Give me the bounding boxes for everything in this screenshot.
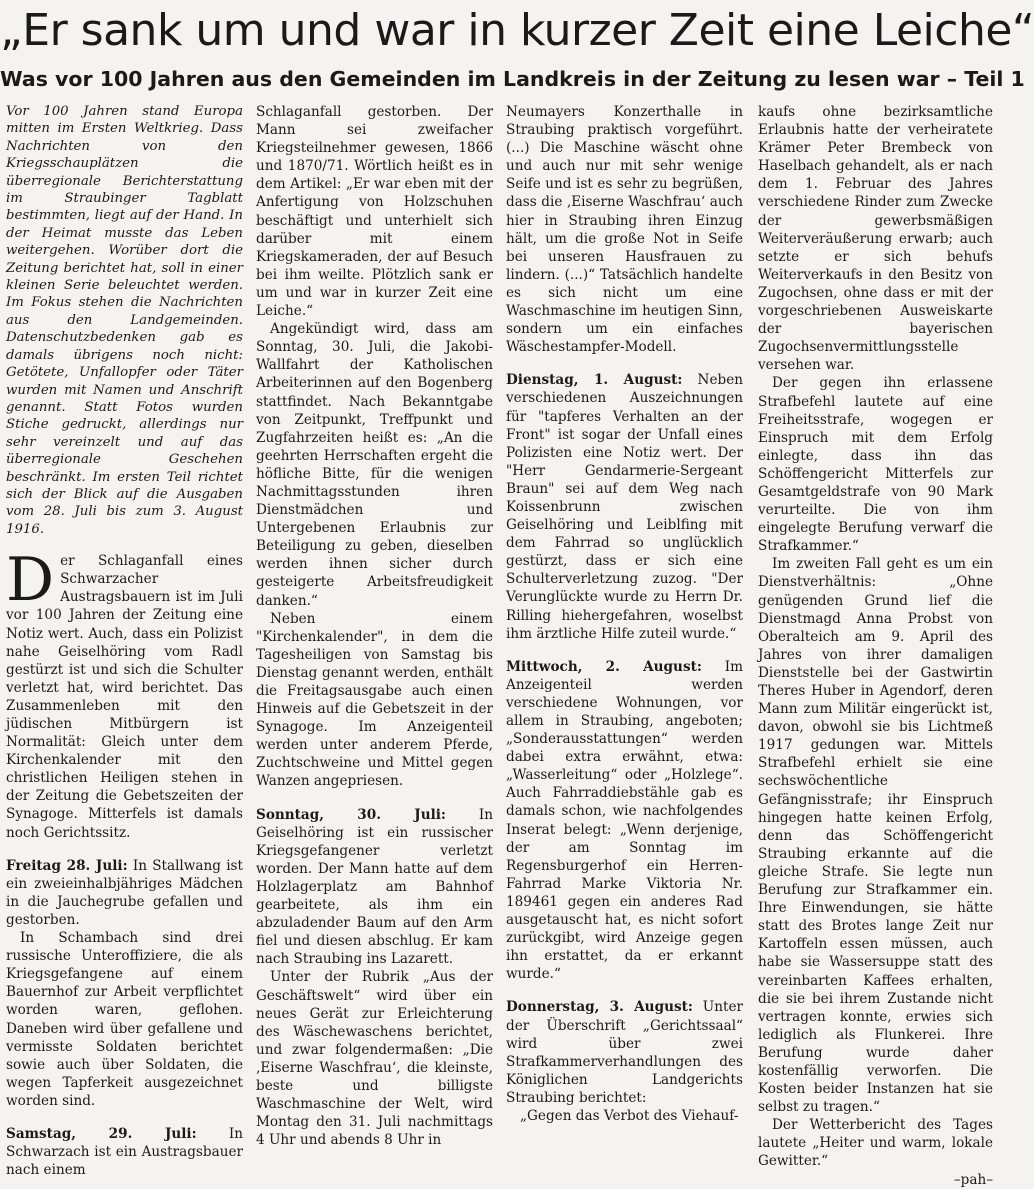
date-heading-saturday: Samstag, 29. Juli:: [6, 1125, 197, 1142]
friday-text: In Stallwang ist ein zweieinhalbjähriges Mädchen in die Jauchegrube gefallen und gestorben.: [6, 857, 243, 928]
saturday-paragraph-3: Neben einem "Kirchenkalender", in dem die Tagesheiligen von Samstag bis Dienstag genannt werden, enthält die Freitagsausgabe auch einen Hinweis auf die Gebetszeit in der Synagoge. Im Anzeigenteil werden unter anderem Pferde, Zuchtschweine und Mittel gegen Wanzen angepriesen.: [256, 610, 493, 790]
column-1: [6, 103, 243, 1179]
saturday-text: In Schwarzach ist ein Austragsbauer nach einem: [6, 1125, 243, 1179]
date-heading-sunday: Sonntag, 30. Juli:: [256, 806, 446, 823]
date-heading-friday: Freitag 28. Juli:: [6, 857, 128, 874]
sunday-paragraph-2: Unter der Rubrik „Aus der Geschäftswelt“ wird über ein neues Gerät zur Erleichterung des Wäschewaschens berichtet, und zwar folgendermaßen: „Die ‚Eiserne Waschfrau‘, die kleinste, beste und billigste Waschmaschine der Welt, wird Montag den 31. Juli nachmittags 4 Uhr und abends 8 Uhr in: [256, 969, 493, 1149]
tuesday-paragraph: [506, 371, 743, 642]
lead-text: er Schlaganfall eines Schwarzacher Austragsbauern ist im Juli vor 100 Jahren der Zeitung eine Notiz wert. Auch, dass ein Polizist nahe Geiselhöring vom Radl gestürzt ist und sich die Schulter verletzt hat, wird berichtet. Das Zusammenleben mit den jüdischen Mitbürgern ist Normalität: Gleich unter dem Kirchenkalender mit den christlichen Heiligen stehen in der Zeitung die Gebetszeiten der Synagoge. Mitterfels ist damals noch Gerichtssitz.: [6, 553, 243, 841]
column-4: [758, 103, 993, 1188]
sunday-paragraph: [256, 806, 493, 969]
thursday-paragraph-2: „Gegen das Verbot des Viehauf-: [520, 1107, 739, 1124]
saturday-paragraph: [6, 1125, 243, 1179]
saturday-paragraph-cont: Schlaganfall gestorben. Der Mann sei zweifacher Kriegsteilnehmer gewesen, 1866 und 1870/71. Wörtlich heißt es in dem Artikel: „Er war eben mit der Anfertigung von Holzschuhen beschäftigt und unterhielt sich darüber mit einem Kriegskameraden, der auf Besuch bei ihm weilte. Plötzlich sank er um und war in kurzer Zeit eine Leiche.“: [256, 104, 493, 320]
column-2: [256, 103, 493, 1149]
thursday-paragraph-4: Im zweiten Fall geht es um ein Dienstverhältnis: „Ohne genügenden Grund lief die Dienstmagd Anna Probst von Oberalteich am 9. April des Jahres von ihrer damaligen Dienststelle bei der Gastwirtin Theres Huber in Agendorf, deren Mann zum Militär eingerückt ist, davon, obwohl sie bis Lichtmeß 1917 gedungen war. Mittels Strafbefehl erhielt sie eine sechswöchentliche Gefängnisstrafe; ihr Einspruch hingegen hatte keinen Erfolg, denn das Schöffengericht Straubing erkannte auf die gleiche Strafe. Sie legte nun Berufung zur Strafkammer ein. Ihre Einwendungen, sie hätte statt des Brotes lange Zeit nur Kartoffeln essen müssen, auch habe sie Wassersuppe statt des vereinbarten Kaffees erhalten, die sie bei ihrem Zustande nicht vertragen konnte, erwies sich lediglich als Flunkerei. Ihre Berufung wurde daher kostenfällig verworfen. Die Kosten beider Instanzen hat sie selbst zu tragen.“: [758, 556, 993, 1116]
subheadline: Was vor 100 Jahren aus den Gemeinden im Landkreis in der Zeitung zu lesen war – Teil 1: [0, 67, 1025, 91]
thursday-text: Unter der Überschrift „Gerichtssaal“ wird über zwei Strafkammerverhandlungen des Königlichen Landgerichts Straubing berichtet:: [506, 999, 743, 1106]
intro-text: [6, 103, 243, 538]
thursday-paragraph: [506, 998, 743, 1107]
thursday-paragraph-cont: kaufs ohne bezirksamtliche Erlaubnis hatte der verheiratete Krämer Peter Brembeck von Haselbach gehandelt, als er nach dem 1. Februar des Jahres verschiedene Rinder zum Zwecke der gewerbsmäßigen Weiterveräußerung erwarb; auch setzte er sich behufs Weiterverkaufs in den Besitz von Zugochsen, ohne dass er mit der vorgeschriebenen Ausweiskarte der bayerischen Zugochsenvermittlungsstelle versehen war.: [758, 104, 993, 374]
wednesday-text: Im Anzeigenteil werden verschiedene Wohnungen, vor allem in Straubing, angeboten; „Sonderausstattungen“ werden dabei extra erwähnt, etwa: „Wasserleitung“ oder „Holzlege“. Auch Fahrraddiebstähle gab es damals schon, wie nachfolgendes Inserat belegt: „Wenn derjenige, der am Sonntag im Regensburgerhof ein Herren-Fahrrad Marke Viktoria Nr. 189461 gegen ein anderes Rad ausgetauscht hat, es nicht sofort zurückgibt, wird Anzeige gegen ihn erstattet, da er erkannt wurde.“: [506, 658, 743, 983]
tuesday-text: Neben verschiedenen Auszeichnungen für "tapferes Verhalten an der Front" ist sogar der Unfall eines Polizisten eine Notiz wert. Der "Herr Gendarmerie-Sergeant Braun" sei auf dem Weg nach Koissenbrunn zwischen Geiselhöring und Leiblfing mit dem Fahrrad so unglücklich gestürzt, dass er sich eine Schulterverletzung zuzog. "Der Verunglückte wurde zu Herrn Dr. Rilling hiehergefahren, woselbst ihm ärztliche Hilfe zuteil wurde.“: [506, 372, 743, 642]
intro-paragraph: Vor 100 Jahren stand Europa mitten im Ersten Weltkrieg. Dass Nachrichten von den Kriegsschauplätzen die überregionale Berichterstattung im Straubinger Tagblatt bestimmten, liegt auf der Hand. In der Heimat musste das Leben weitergehen. Worüber dort die Zeitung berichtet hat, soll in einer kleinen Serie beleuchtet werden. Im Fokus stehen die Nachrichten aus den Landgemeinden. Datenschutzbedenken gab es damals übrigens noch nicht: Getötete, Unfallopfer oder Täter wurden mit Namen und Anschrift genannt. Statt Fotos wurden Stiche gedruckt, allerdings nur sehr vereinzelt und auf das überregionale Geschehen beschränkt. Im ersten Teil richtet sich der Blick auf die Ausgaben vom 28. Juli bis zum 3. August 1916.: [6, 104, 243, 537]
friday-paragraph-2: In Schambach sind drei russische Unteroffiziere, die als Kriegsgefangene auf einem Bauernhof zur Arbeit verpflichtet worden waren, geflohen. Daneben wird über gefallene und vermisste Soldaten berichtet sowie auch über Soldaten, die wegen Tapferkeit ausgezeichnet worden sind.: [6, 930, 243, 1109]
sunday-paragraph-cont: Neumayers Konzerthalle in Straubing praktisch vorgeführt. (...) Die Maschine wäscht ohne und auch nur mit sehr wenige Seife und ist es sehr zu begrüßen, dass die ‚Eiserne Waschfrau‘ auch hier in Straubing ihren Einzug hält, um die große Not in Seife bei unseren Hausfrauen zu lindern. (...)“ Tatsächlich handelte es sich nicht um eine Waschmaschine im heutigen Sinn, sondern um ein einfaches Wäschestampfer-Modell.: [506, 104, 743, 356]
column-3: [506, 103, 743, 1124]
friday-paragraph: [6, 857, 243, 929]
date-heading-thursday: Donnerstag, 3. August:: [506, 999, 693, 1016]
headline: „Er sank um und war in kurzer Zeit eine Leiche“: [0, 5, 1034, 56]
wednesday-paragraph: [506, 658, 743, 984]
weather-paragraph: Der Wetterbericht des Tages lautete „Heiter und warm, lokale Gewitter.“: [758, 1117, 993, 1170]
date-heading-tuesday: Dienstag, 1. August:: [506, 372, 683, 389]
dropcap: D: [6, 545, 55, 616]
author-signature: –pah–: [953, 1171, 993, 1188]
saturday-paragraph-2: Angekündigt wird, dass am Sonntag, 30. Juli, die Jakobi-Wallfahrt der Katholischen Arbeiterinnen auf den Bogenberg stattfindet. Nach Bekanntgabe von Zeitpunkt, Treffpunkt und Zugfahrzeiten heißt es: „An die geehrten Herrschaften ergeht die höfliche Bitte, für die wenigen Nachmittagsstunden ihren Dienstmädchen und Untergebenen Erlaubnis zur Beteiligung zu geben, dieselben werden ihnen sicher durch gesteigerte Arbeitsfreudigkeit danken.“: [256, 321, 493, 609]
sunday-text: In Geiselhöring ist ein russischer Kriegsgefangener verletzt worden. Der Mann hatte auf dem Holzlagerplatz am Bahnhof gearbeitete, als ihm ein abzuladender Baum auf den Arm fiel und diesen abschlug. Er kam nach Straubing ins Lazarett.: [256, 806, 493, 968]
thursday-paragraph-3: Der gegen ihn erlassene Strafbefehl lautete auf eine Freiheitsstrafe, wogegen er Einspruch mit dem Erfolg einlegte, dass ihn das Schöffengericht Mitterfels zur Gesamtgeldstrafe von 90 Mark verurteilte. Die von ihm eingelegte Berufung verwarf die Strafkammer.“: [758, 375, 993, 555]
lead-paragraph: [6, 545, 243, 842]
date-heading-wednesday: Mittwoch, 2. August:: [506, 658, 702, 675]
